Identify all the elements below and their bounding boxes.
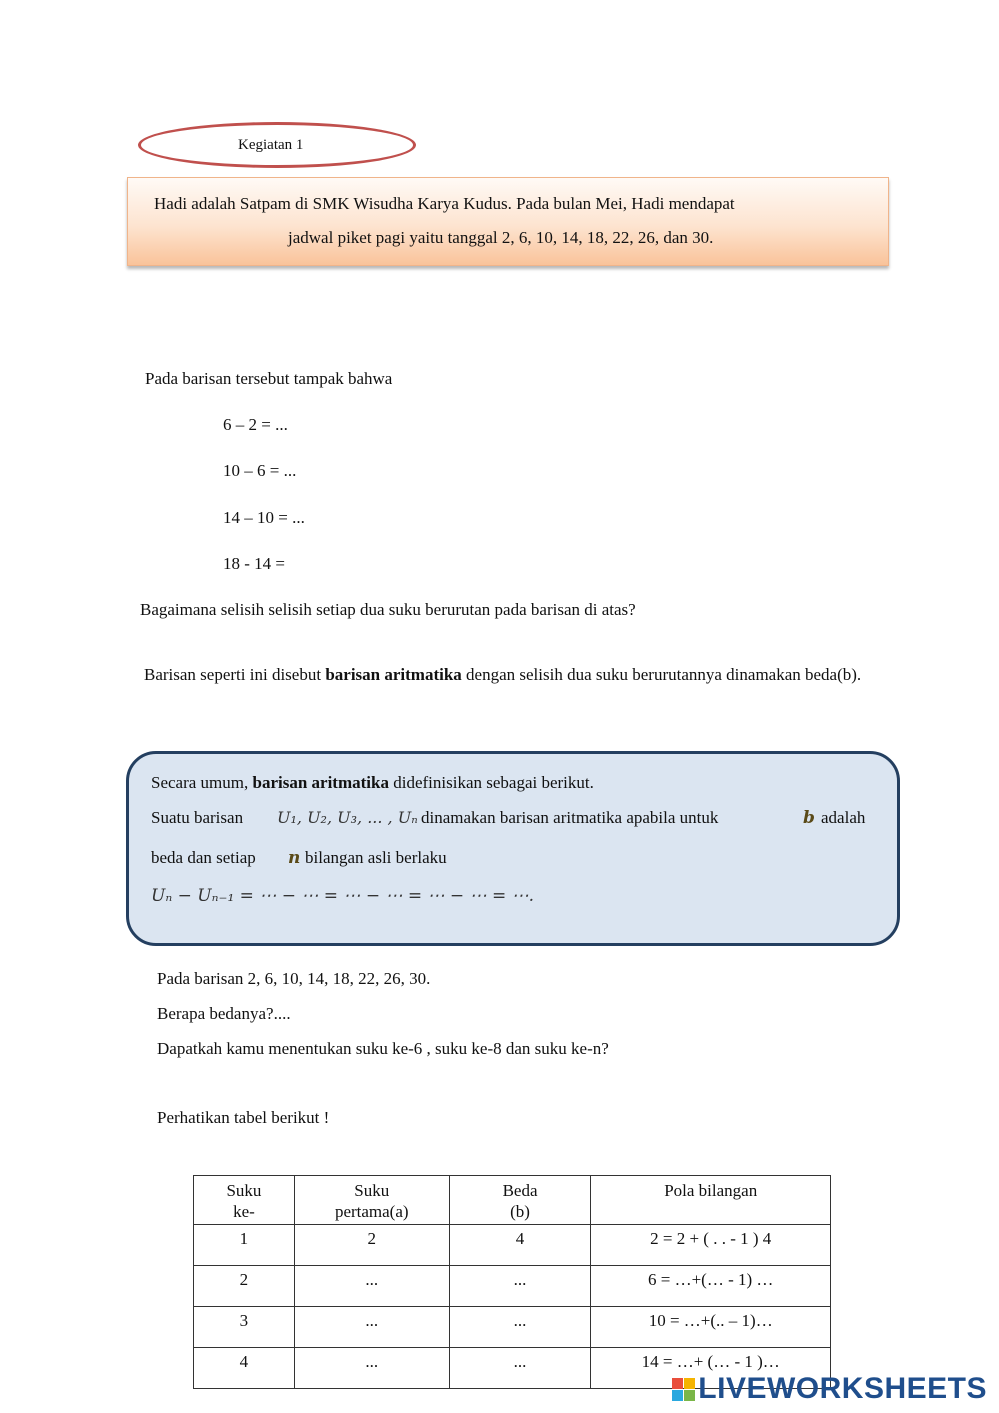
- definition-line-1: [151, 773, 594, 793]
- story-line-1: Hadi adalah Satpam di SMK Wisudha Karya Kudus. Pada bulan Mei, Hadi mendapat: [154, 194, 735, 213]
- difference-formula: Uₙ − Uₙ₋₁ = ⋯ − ⋯ = ⋯ − ⋯ = ⋯ − ⋯ = ⋯.: [151, 886, 535, 906]
- definition-intro-var: (b).: [837, 665, 862, 684]
- header-difference: [449, 1176, 591, 1225]
- definition-line-2-end: adalah: [821, 808, 866, 827]
- difference-line-1: 6 – 2 = ...: [223, 415, 288, 434]
- table-row: [194, 1225, 831, 1266]
- header-first-term: [294, 1176, 449, 1225]
- cell-pattern: 6 = …+(… - 1) …: [591, 1266, 831, 1307]
- difference-line-3: 14 – 10 = ...: [223, 508, 305, 527]
- difference-line-4: 18 - 14 =: [223, 554, 285, 573]
- header-first-term-l2: pertama(a): [334, 1202, 409, 1221]
- cell-difference: ...: [449, 1348, 591, 1389]
- definition-line-1-text-2: didefinisikan sebagai berikut.: [388, 773, 594, 792]
- story-box: [127, 177, 889, 266]
- definition-intro: [144, 657, 876, 692]
- difference-prompt: Berapa bedanya?....: [157, 1004, 291, 1023]
- table-row: [194, 1307, 831, 1348]
- cell-first-term: 2: [294, 1225, 449, 1266]
- cell-term-index: 1: [194, 1225, 295, 1266]
- observation-intro: Pada barisan tersebut tampak bahwa: [145, 369, 393, 388]
- cell-difference: 4: [449, 1225, 591, 1266]
- table-intro: Perhatikan tabel berikut !: [157, 1108, 330, 1127]
- cell-term-index: 4: [194, 1348, 295, 1389]
- cell-pattern: 10 = …+(.. – 1)…: [591, 1307, 831, 1348]
- header-pattern-l1: Pola bilangan: [664, 1181, 758, 1200]
- header-difference-l1: Beda: [502, 1181, 538, 1200]
- definition-line-1-bold: barisan aritmatika: [252, 773, 389, 792]
- header-term-index: [194, 1176, 295, 1225]
- terms-prompt: Dapatkah kamu menentukan suku ke-6 , suku ke-8 dan suku ke-n?: [157, 1039, 609, 1058]
- cell-difference: ...: [449, 1266, 591, 1307]
- cell-first-term: ...: [294, 1266, 449, 1307]
- table-header-row: [194, 1176, 831, 1225]
- header-term-index-l1: Suku: [226, 1181, 262, 1200]
- sequence-formula: U₁, U₂, U₃, ... , Uₙ: [277, 808, 418, 827]
- header-pattern: [591, 1176, 831, 1225]
- definition-line-1-text: Secara umum,: [151, 773, 253, 792]
- var-n: n: [288, 848, 301, 868]
- cell-first-term: ...: [294, 1307, 449, 1348]
- var-b: b: [803, 808, 815, 828]
- cell-pattern: 14 = …+ (… - 1 )…: [591, 1348, 831, 1389]
- definition-intro-text-2: dengan selisih dua suku berurutannya dinamakan beda: [461, 665, 838, 684]
- difference-line-2: 10 – 6 = ...: [223, 461, 297, 480]
- cell-first-term: ...: [294, 1348, 449, 1389]
- definition-line-3-label: beda dan setiap: [151, 848, 256, 867]
- story-line-2: jadwal piket pagi yaitu tanggal 2, 6, 10, 14, 18, 22, 26, dan 30.: [288, 228, 714, 247]
- definition-box: [126, 751, 900, 946]
- header-term-index-l2: ke-: [233, 1202, 255, 1221]
- liveworksheets-logo-icon: [672, 1378, 695, 1401]
- difference-question: Bagaimana selisih selisih setiap dua suku berurutan pada barisan di atas?: [140, 600, 636, 619]
- header-first-term-l1: Suku: [354, 1181, 390, 1200]
- activity-label: Kegiatan 1: [238, 137, 304, 153]
- table-row: [194, 1266, 831, 1307]
- cell-term-index: 3: [194, 1307, 295, 1348]
- cell-term-index: 2: [194, 1266, 295, 1307]
- definition-line-3-text: bilangan asli berlaku: [305, 848, 447, 867]
- watermark-text: LIVEWORKSHEETS: [698, 1372, 987, 1405]
- watermark: [672, 1372, 987, 1406]
- sequence-statement: Pada barisan 2, 6, 10, 14, 18, 22, 26, 30.: [157, 969, 431, 988]
- cell-pattern: 2 = 2 + ( . . - 1 ) 4: [591, 1225, 831, 1266]
- header-difference-l2: (b): [510, 1202, 530, 1221]
- definition-line-2-label: Suatu barisan: [151, 808, 244, 827]
- definition-line-2-text: dinamakan barisan aritmatika apabila untuk: [421, 808, 719, 827]
- pattern-table: [193, 1175, 831, 1389]
- cell-difference: ...: [449, 1307, 591, 1348]
- definition-intro-bold: barisan aritmatika: [325, 665, 462, 684]
- definition-intro-text-1: Barisan seperti ini disebut: [144, 665, 326, 684]
